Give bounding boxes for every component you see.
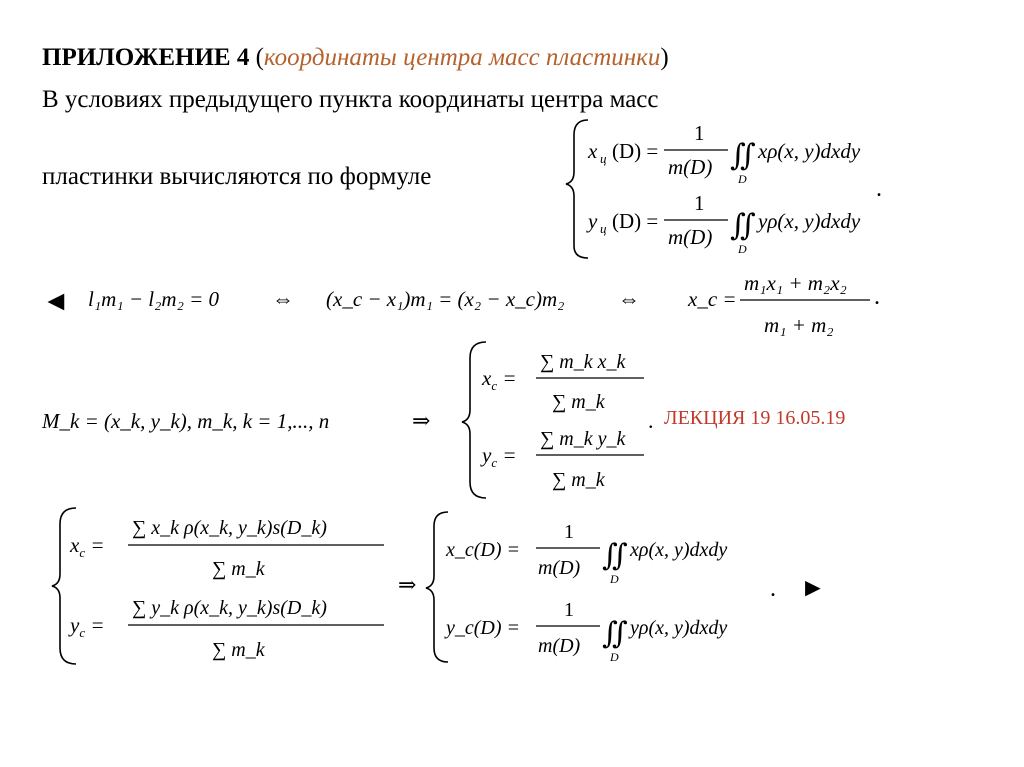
yc-D-integrand: yρ(x, y)dxdy bbox=[630, 617, 728, 639]
yc-D-domain: D bbox=[610, 650, 619, 664]
ry-den: ∑ m_k bbox=[212, 639, 265, 661]
f1-x-num: 1 bbox=[694, 121, 705, 145]
formula-center-of-mass-system bbox=[566, 120, 882, 258]
title-paren-close: ) bbox=[660, 44, 669, 71]
iff-icon: ⇔ bbox=[272, 286, 294, 311]
ry-lhs: $y_c$ = bbox=[70, 613, 105, 640]
arrow-left-icon: ◄ bbox=[42, 286, 70, 317]
f1-x-integrand: xρ(x, y)dxdy bbox=[758, 139, 861, 163]
yc-D-lhs: y_c(D) = bbox=[446, 617, 521, 639]
double-integral-icon: ∬ bbox=[730, 209, 756, 242]
iff-icon: ⇔ bbox=[618, 286, 640, 311]
f1-x-den: m(D) bbox=[668, 155, 713, 179]
xc-D-num: 1 bbox=[564, 521, 574, 543]
xc-sum-num: ∑ m_k x_k bbox=[540, 351, 626, 373]
f1-x-lhs: x bbox=[588, 139, 598, 163]
f1-x-sub: ц bbox=[600, 151, 607, 166]
f1-x-arg: (D) = bbox=[612, 139, 659, 163]
f1-y-integrand: yρ(x, y)dxdy bbox=[758, 209, 861, 233]
f1-y-den: m(D) bbox=[668, 225, 713, 249]
rx-lhs: $x_c$ = bbox=[70, 533, 105, 560]
eq-period: . bbox=[874, 284, 880, 310]
riemann-sum-system bbox=[52, 508, 826, 664]
yc-D-den: m(D) bbox=[538, 635, 581, 657]
xc-D-domain: D bbox=[610, 572, 619, 586]
xc-lhs: $x_c$ = bbox=[482, 366, 517, 393]
lever-equation-row bbox=[42, 271, 880, 337]
yc-D-num: 1 bbox=[564, 599, 574, 621]
f1-x-domain: D bbox=[738, 172, 747, 186]
title-paren-open: ( bbox=[255, 44, 264, 71]
f1-y-sub: ц bbox=[600, 221, 607, 236]
left-brace-1 bbox=[566, 120, 588, 258]
system-period: . bbox=[648, 408, 654, 433]
double-integral-icon: ∬ bbox=[602, 539, 628, 572]
f1-y-arg: (D) = bbox=[612, 209, 659, 233]
final-period: . bbox=[770, 576, 776, 602]
eq-xc-den: m₁ + m₂ bbox=[764, 313, 834, 337]
text-line-2: пластинки вычисляются по формуле bbox=[42, 163, 432, 190]
eq-xc-lhs: x_c = bbox=[688, 287, 737, 311]
yc-lhs: $y_c$ = bbox=[482, 443, 517, 470]
eq-lever: l₁m₁ − l₂m₂ = 0 bbox=[88, 287, 220, 311]
discrete-mass-system bbox=[41, 342, 654, 498]
f1-y-num: 1 bbox=[694, 191, 705, 215]
title-heading: ПРИЛОЖЕНИЕ 4 bbox=[42, 44, 250, 71]
left-brace-4 bbox=[426, 512, 448, 662]
xc-D-den: m(D) bbox=[538, 557, 581, 579]
left-brace-3 bbox=[52, 508, 76, 664]
f1-y-lhs: y bbox=[588, 209, 598, 233]
double-integral-icon: ∬ bbox=[730, 139, 756, 172]
double-integral-icon: ∬ bbox=[602, 617, 628, 650]
yc-sum-den: ∑ m_k bbox=[552, 469, 605, 491]
lecture-note: ЛЕКЦИЯ 19 16.05.19 bbox=[664, 407, 846, 429]
text-line-1: В условиях предыдущего пункта координаты центра масс bbox=[42, 86, 659, 113]
arrow-right-icon: ► bbox=[800, 573, 826, 602]
title-subtitle: координаты центра масс пластинки bbox=[263, 44, 661, 71]
rx-num: ∑ x_k ρ(x_k, y_k)s(D_k) bbox=[132, 517, 327, 539]
rx-den: ∑ m_k bbox=[212, 558, 265, 580]
xc-D-lhs: x_c(D) = bbox=[446, 539, 521, 561]
xc-D-integrand: xρ(x, y)dxdy bbox=[630, 539, 728, 561]
f1-y-domain: D bbox=[738, 242, 747, 256]
implies-icon: ⇒ bbox=[398, 572, 417, 597]
eq-balance: (x_c − x₁)m₁ = (x₂ − x_c)m₂ bbox=[326, 287, 565, 311]
mk-definition: M_k = (x_k, y_k), m_k, k = 1,..., n bbox=[42, 409, 330, 433]
implies-icon: ⇒ bbox=[412, 408, 431, 433]
f1-period: . bbox=[876, 176, 882, 202]
xc-sum-den: ∑ m_k bbox=[552, 391, 605, 413]
eq-xc-num: m₁x₁ + m₂x₂ bbox=[744, 271, 847, 295]
yc-sum-num: ∑ m_k y_k bbox=[540, 428, 626, 450]
ry-num: ∑ y_k ρ(x_k, y_k)s(D_k) bbox=[132, 597, 327, 619]
